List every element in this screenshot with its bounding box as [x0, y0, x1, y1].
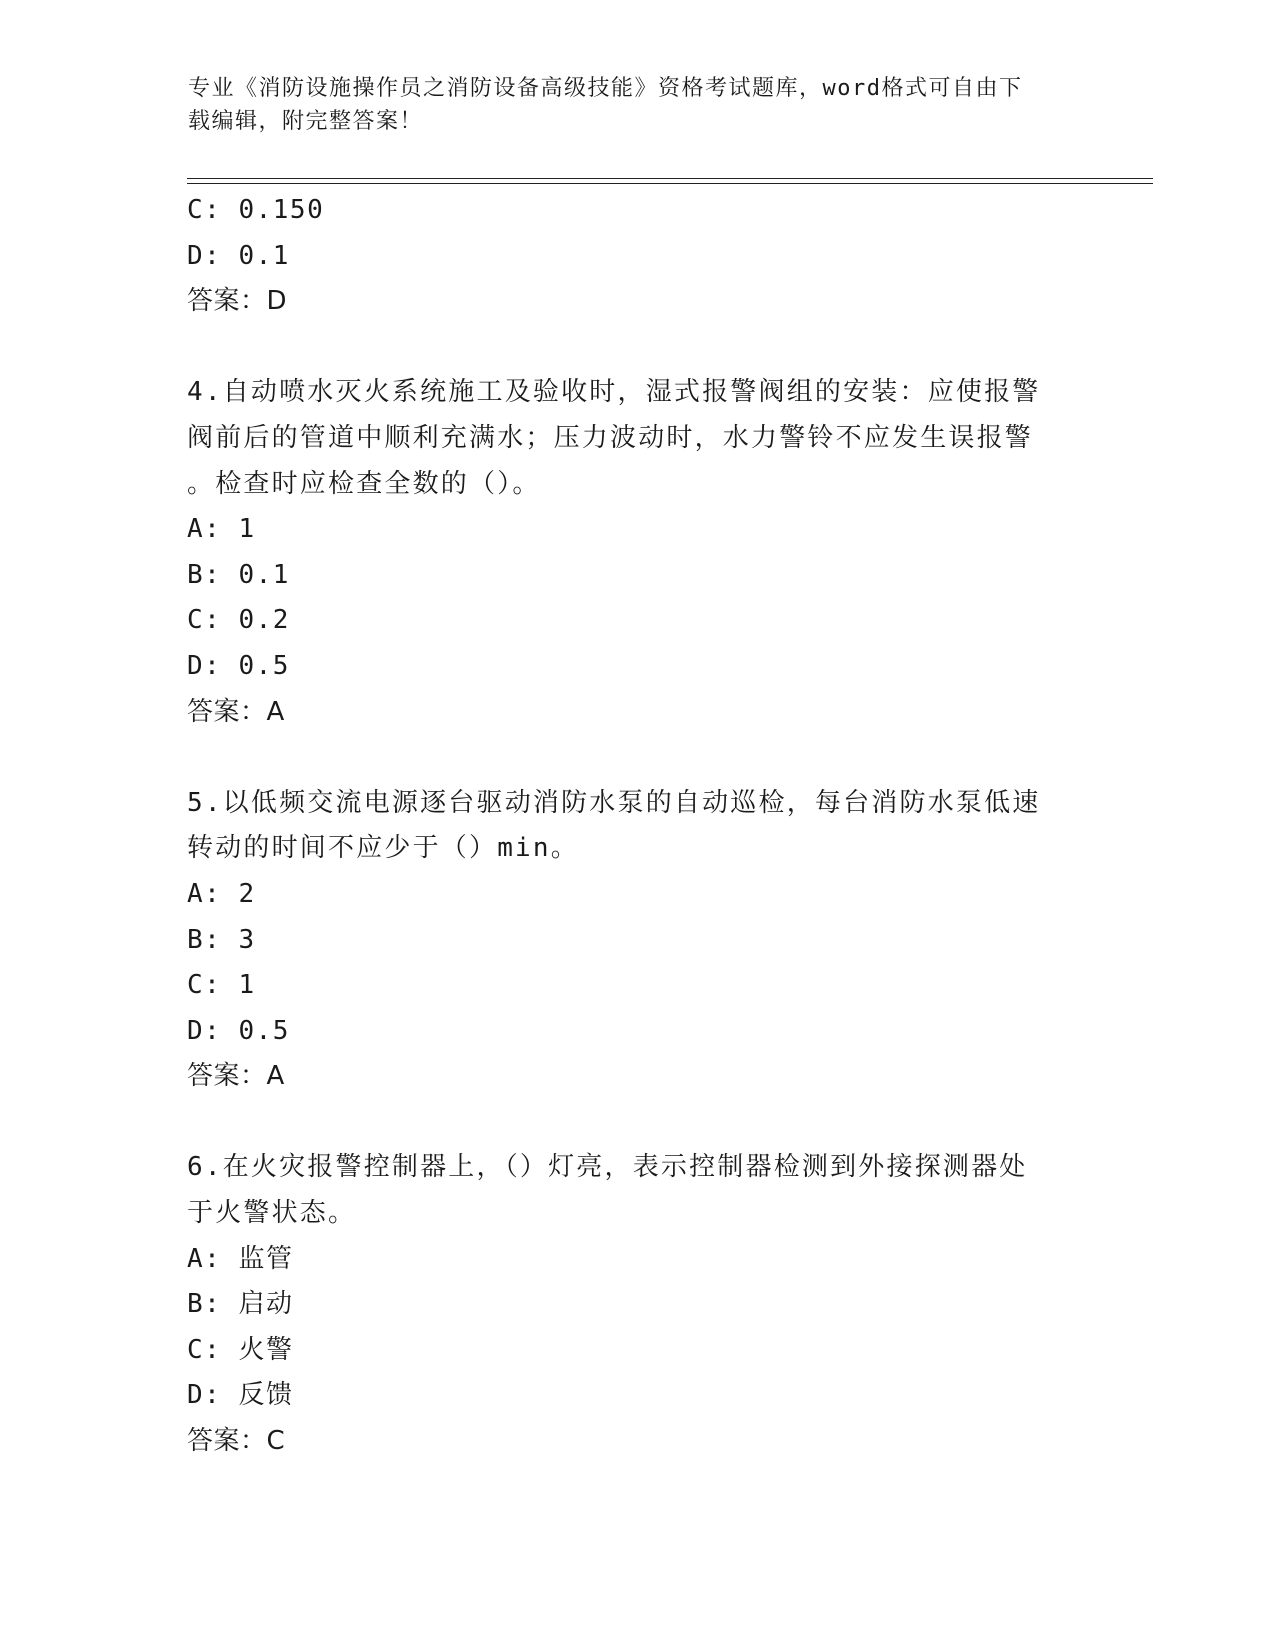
header-line-1: 专业《消防设施操作员之消防设备高级技能》资格考试题库，word格式可自由下: [188, 76, 1023, 101]
answer-line: 答案：A: [187, 696, 285, 727]
question-text-line: 4.自动喷水灭火系统施工及验收时，湿式报警阀组的安装：应使报警: [187, 377, 1041, 408]
spacer: [187, 325, 1087, 371]
option-b: B: 启动: [187, 1289, 294, 1320]
option-b: B: 3: [187, 924, 256, 955]
option-a: A: 2: [187, 878, 256, 909]
answer-line: 答案：A: [187, 1061, 285, 1092]
answer-line: 答案：C: [187, 1426, 286, 1457]
header-divider-top: [187, 178, 1153, 179]
option-c: C: 0.2: [187, 605, 290, 636]
header-line-2: 载编辑，附完整答案！: [188, 109, 424, 134]
question-list: [187, 188, 1087, 1465]
option-d: D: 0.5: [187, 650, 290, 681]
question-text-line: 阀前后的管道中顺利充满水；压力波动时，水力警铃不应发生误报警: [187, 422, 1034, 453]
option-b: B: 0.1: [187, 559, 290, 590]
question-4: [187, 370, 1087, 735]
option-c: C: 1: [187, 970, 256, 1001]
question-text-line: 于火警状态。: [187, 1198, 357, 1229]
question-text-line: 。检查时应检查全数的（）。: [187, 468, 541, 499]
question-text-line: 转动的时间不应少于（）min。: [187, 833, 579, 864]
question-text-line: 5.以低频交流电源逐台驱动消防水泵的自动巡检，每台消防水泵低速: [187, 787, 1041, 818]
option-d: D: 0.5: [187, 1015, 290, 1046]
header-divider-bottom: [187, 183, 1153, 184]
spacer: [187, 735, 1087, 781]
answer-line: 答案：D: [187, 286, 288, 317]
question-5: [187, 781, 1087, 1100]
document-header: [188, 72, 1068, 138]
option-a: A: 监管: [187, 1243, 294, 1274]
question-3-tail: [187, 188, 1087, 325]
option-c: C: 火警: [187, 1334, 294, 1365]
question-6: [187, 1145, 1087, 1464]
option-a: A: 1: [187, 514, 256, 545]
question-text-line: 6.在火灾报警控制器上，（）灯亮，表示控制器检测到外接探测器处: [187, 1152, 1028, 1183]
spacer: [187, 1100, 1087, 1146]
option-d: D: 反馈: [187, 1380, 294, 1411]
option-d: D: 0.1: [187, 240, 290, 271]
option-c: C: 0.150: [187, 195, 325, 225]
